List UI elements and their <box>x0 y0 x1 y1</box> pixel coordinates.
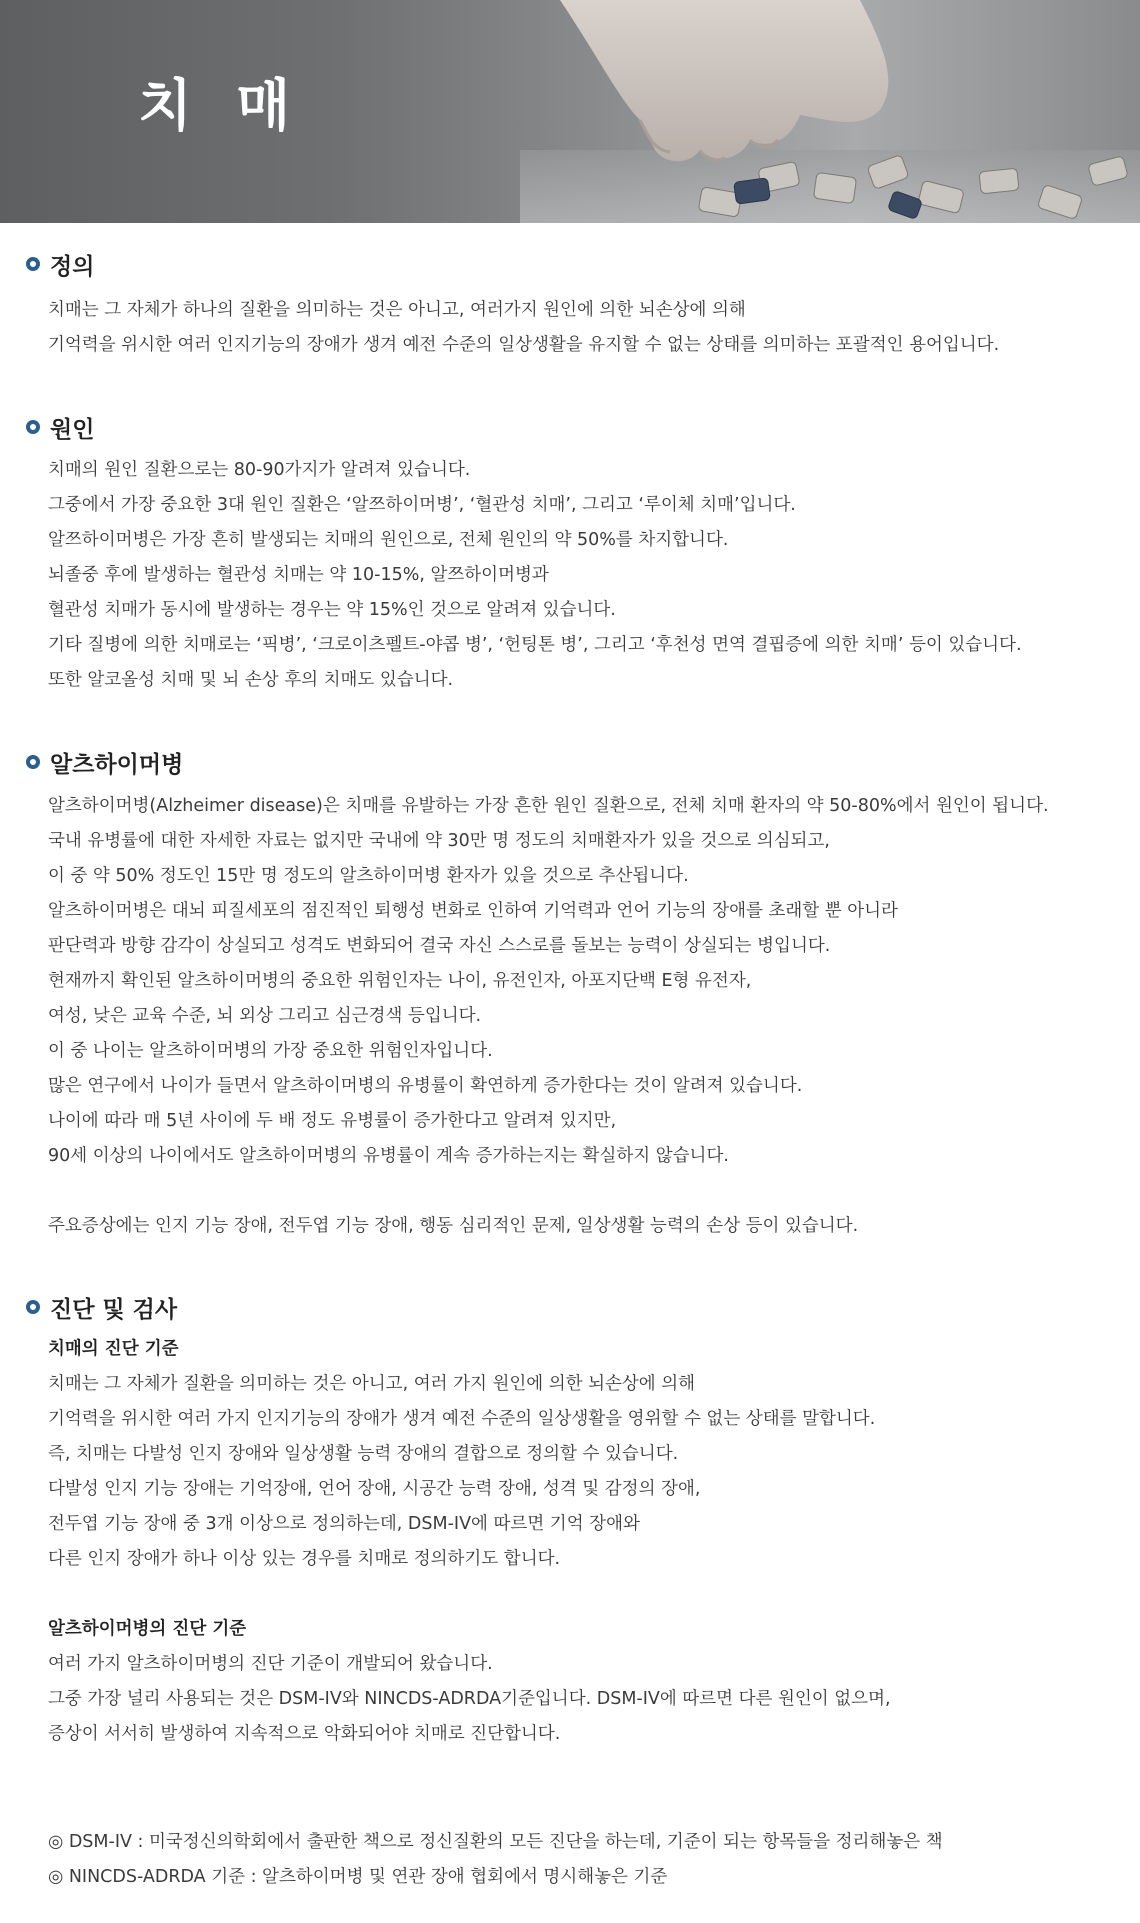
section-title: 알츠하이머병 <box>50 751 184 778</box>
footnotes <box>48 1825 943 1895</box>
section-header <box>26 412 94 442</box>
footnote-dsm: ◎ DSM-IV : 미국정신의학회에서 출판한 책으로 정신질환의 모든 진단을 하는데, 기준이 되는 항목들을 정리해놓은 책 <box>48 1832 943 1852</box>
body-line: 기타 질병에 의한 치매로는 ‘픽병’, ‘크로이츠펠트-야콥 병’, ‘헌팅톤 병’, 그리고 ‘후천성 면역 결핍증에 의한 치매’ 등이 있습니다. <box>48 635 1022 655</box>
section-body <box>48 293 999 363</box>
body-line: 나이에 따라 매 5년 사이에 두 배 정도 유병률이 증가한다고 알려져 있지만, <box>48 1111 617 1131</box>
section-body <box>48 789 1049 1244</box>
circle-bullet-icon <box>26 420 40 434</box>
spacer <box>48 1577 891 1612</box>
subsection-title: 알츠하이머병의 진단 기준 <box>48 1619 247 1639</box>
section-body <box>48 1332 891 1752</box>
body-line: 이 중 나이는 알츠하이머병의 가장 중요한 위험인자입니다. <box>48 1041 493 1061</box>
footnote-nincds: ◎ NINCDS-ADRDA 기준 : 알츠하이머병 및 연관 장애 협회에서 명시해놓은 기준 <box>48 1867 668 1887</box>
section-body <box>48 453 1022 698</box>
body-line: 기억력을 위시한 여러 가지 인지기능의 장애가 생겨 예전 수준의 일상생활을 영위할 수 없는 상태를 말합니다. <box>48 1409 876 1429</box>
body-line: 많은 연구에서 나이가 들면서 알츠하이머병의 유병률이 확연하게 증가한다는 것이 알려져 있습니다. <box>48 1076 803 1096</box>
body-line: 여러 가지 알츠하이머병의 진단 기준이 개발되어 왔습니다. <box>48 1654 493 1674</box>
body-line: 전두엽 기능 장애 중 3개 이상으로 정의하는데, DSM-IV에 따르면 기억 장애와 <box>48 1514 640 1534</box>
body-line: 알츠하이머병은 대뇌 피질세포의 점진적인 퇴행성 변화로 인하여 기억력과 언어 기능의 장애를 초래할 뿐 아니라 <box>48 901 898 921</box>
body-line: 알쯔하이머병은 가장 흔히 발생되는 치매의 원인으로, 전체 원인의 약 50%를 차지합니다. <box>48 530 729 550</box>
body-line: 현재까지 확인된 알츠하이머병의 중요한 위험인자는 나이, 유전인자, 아포지단백 E형 유전자, <box>48 971 752 991</box>
hero-banner <box>0 0 1140 223</box>
body-line: 다발성 인지 기능 장애는 기억장애, 언어 장애, 시공간 능력 장애, 성격 및 감정의 장애, <box>48 1479 701 1499</box>
body-line: 치매는 그 자체가 하나의 질환을 의미하는 것은 아니고, 여러가지 원인에 의한 뇌손상에 의해 <box>48 300 746 320</box>
page-title: 치매 <box>138 74 335 139</box>
circle-bullet-icon <box>26 755 40 769</box>
body-line: 이 중 약 50% 정도인 15만 명 정도의 알츠하이머병 환자가 있을 것으로 추산됩니다. <box>48 866 689 886</box>
body-line: 국내 유병률에 대한 자세한 자료는 없지만 국내에 약 30만 명 정도의 치매환자가 있을 것으로 의심되고, <box>48 831 830 851</box>
body-line: 혈관성 치매가 동시에 발생하는 경우는 약 15%인 것으로 알려져 있습니다. <box>48 600 616 620</box>
section-title: 원인 <box>50 416 95 443</box>
spacer <box>48 1174 1049 1209</box>
body-line: 90세 이상의 나이에서도 알츠하이머병의 유병률이 계속 증가하는지는 확실하지 않습니다. <box>48 1146 729 1166</box>
body-line: 기억력을 위시한 여러 인지기능의 장애가 생겨 예전 수준의 일상생활을 유지할 수 없는 상태를 의미하는 포괄적인 용어입니다. <box>48 335 1000 355</box>
body-line: 그중에서 가장 중요한 3대 원인 질환은 ‘알쯔하이머병’, ‘혈관성 치매’, 그리고 ‘루이체 치매’입니다. <box>48 495 796 515</box>
section-header <box>26 747 183 777</box>
section-header <box>26 1292 177 1322</box>
body-line: 또한 알코올성 치매 및 뇌 손상 후의 치매도 있습니다. <box>48 670 454 690</box>
subsection-title: 치매의 진단 기준 <box>48 1339 179 1359</box>
section-title: 정의 <box>50 253 95 280</box>
circle-bullet-icon <box>26 1300 40 1314</box>
symptoms-line: 주요증상에는 인지 기능 장애, 전두엽 기능 장애, 행동 심리적인 문제, 일상생활 능력의 손상 등이 있습니다. <box>48 1216 859 1236</box>
body-line: 즉, 치매는 다발성 인지 장애와 일상생활 능력 장애의 결합으로 정의할 수 있습니다. <box>48 1444 679 1464</box>
body-line: 알츠하이머병(Alzheimer disease)은 치매를 유발하는 가장 흔한 원인 질환으로, 전체 치매 환자의 약 50-80%에서 원인이 됩니다. <box>48 796 1049 816</box>
body-line: 치매의 원인 질환으로는 80-90가지가 알려져 있습니다. <box>48 460 471 480</box>
body-line: 뇌졸중 후에 발생하는 혈관성 치매는 약 10-15%, 알쯔하이머병과 <box>48 565 549 585</box>
section-header <box>26 249 94 279</box>
body-line: 그중 가장 널리 사용되는 것은 DSM-IV와 NINCDS-ADRDA기준입니다. DSM-IV에 따르면 다른 원인이 없으며, <box>48 1689 891 1709</box>
body-line: 치매는 그 자체가 질환을 의미하는 것은 아니고, 여러 가지 원인에 의한 뇌손상에 의해 <box>48 1374 696 1394</box>
body-line: 증상이 서서히 발생하여 지속적으로 악화되어야 치매로 진단합니다. <box>48 1724 561 1744</box>
circle-bullet-icon <box>26 257 40 271</box>
body-line: 다른 인지 장애가 하나 이상 있는 경우를 치매로 정의하기도 합니다. <box>48 1549 561 1569</box>
body-line: 판단력과 방향 감각이 상실되고 성격도 변화되어 결국 자신 스스로를 돌보는 능력이 상실되는 병입니다. <box>48 936 831 956</box>
section-title: 진단 및 검사 <box>50 1296 178 1323</box>
body-line: 여성, 낮은 교육 수준, 뇌 외상 그리고 심근경색 등입니다. <box>48 1006 482 1026</box>
